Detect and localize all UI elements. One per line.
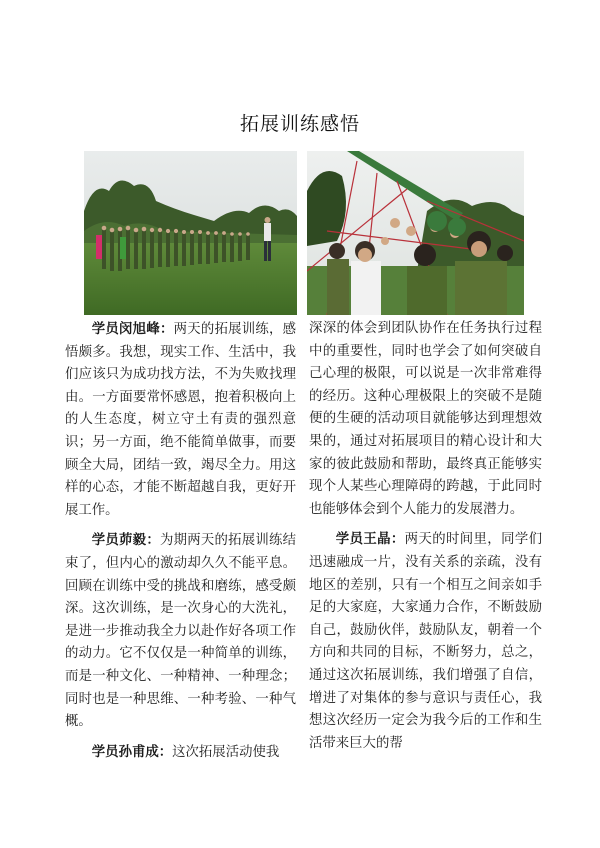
right-text-column [309,318,542,755]
left-text-column [65,318,296,764]
training-group-photo [84,151,297,315]
testimonial-paragraph [65,318,296,522]
testimonial-paragraph [309,528,542,755]
rope-challenge-photo [307,151,524,315]
testimonial-text: 这次拓展活动使我 [172,744,280,760]
student-name: 学员孙甫成： [91,743,173,760]
student-name: 学员闵旭峰： [91,321,174,337]
page-title: 拓展训练感悟 [239,113,360,135]
testimonial-text: 两天的拓展训练，感悟颇多。我想，现实工作、生活中，我们应该只为成功找方法，不为失败找理由。一方面要常怀感恩，抱着积极向上的人生态度，树立守土有责的强烈意识；另一方面，绝不能简单做事，而要顾全大局，团结一致，竭尽全力。用这样的心态，才能不断超越自我，更好开展工作。 [65,322,297,518]
testimonial-text: 深深的体会到团队协作在任务执行过程中的重要性，同时也学会了如何突破自己心理的极限，可以说是一次非常难得的经历。这种心理极限上的突破不是随便的生硬的活动项目就能够达到理想效果的，通过对拓展项目的精心设计和大家的彼此鼓励和帮助，最终真正能够实现个人某些心理障碍的跨越，于此同时也能够体会到个人能力的发展潜力。 [309,321,542,517]
student-name: 学员茆毅： [91,532,160,549]
testimonial-paragraph [65,741,296,765]
testimonial-paragraph [65,529,296,733]
testimonial-text: 两天的时间里，同学们迅速融成一片，没有关系的亲疏，没有地区的差别，只有一个相互之间亲如手足的大家庭，大家通力合作，不断鼓励自己，鼓励伙伴，鼓励队友，朝着一个方向和共同的目标，不断努力，总之，通过这次拓展训练，我们增强了自信，增进了对集体的参与意识与责任心，我想这次经历一定会为我今后的工作和生活带来巨大的帮 [309,532,543,751]
student-name: 学员王晶： [335,531,405,548]
testimonial-paragraph [309,318,542,521]
testimonial-text: 为期两天的拓展训练结束了，但内心的激动却久久不能平息。回顾在训练中受的挑战和磨练，感受颇深。这次训练，是一次身心的大洗礼，是进一步推动我全力以赴作好各项工作的动力。它不仅仅是一种简单的训练，而是一种文化、一种精神、一种理念；同时也是一种思维、一种考验、一种气概。 [65,533,297,730]
